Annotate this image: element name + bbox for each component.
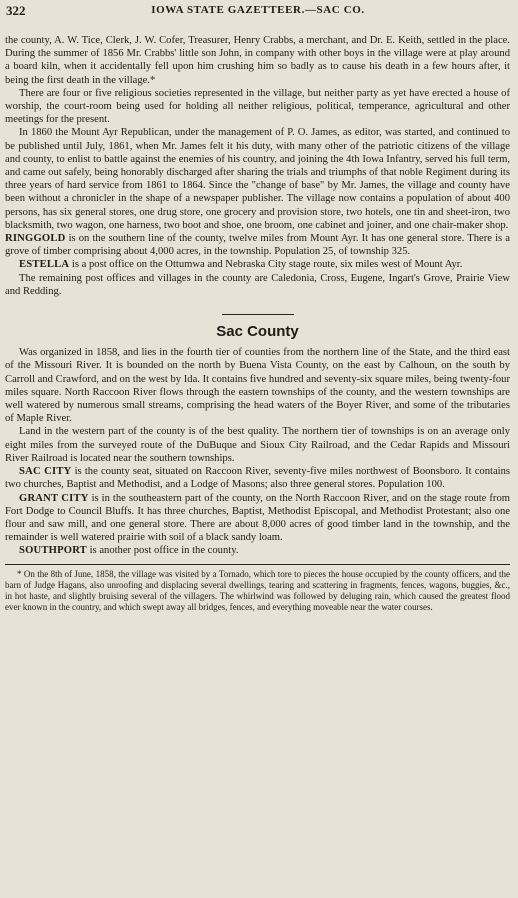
southport-text: is another post office in the county. <box>86 545 239 557</box>
footnote <box>5 569 510 614</box>
place-name-estella: ESTELLA <box>19 259 70 271</box>
page-number: 322 <box>6 3 26 18</box>
paragraph-southport <box>5 544 510 557</box>
paragraph-settlers: the county, A. W. Tice, Clerk, J. W. Cofer, Treasurer, Henry Crabbs, a merchant, and Dr. E. Keith, settled in the place. During the summer of 1856 Mr. Crabbs' little son John, in company with other boys in the village were at play around a board kiln, when it accidentally fell upon him crushing him so badly as to cause his death in a few hours after, it being the first death in the village.* <box>5 35 510 86</box>
grant-city-text: is in the southeastern part of the county, on the North Raccoon River, and on the stage route from Fort Dodge to Council Bluffs. It has three churches, Baptist, Methodist Episcopal, and Methodist Protestant; also one flour and saw mill, and one general store. There are about 8,000 acres of good timber land in the township, and the remainder is well watered prairie with soil of a black sandy loam. <box>5 492 510 544</box>
paragraph-sac-city <box>5 465 510 491</box>
paragraph-estella <box>5 258 510 271</box>
place-name-grant-city: GRANT CITY <box>19 492 89 504</box>
paragraph-religious-societies: There are four or five religious societies represented in the village, but neither party as yet have erected a house of worship, the court-room being used for holding all neither religious, political, temperance, agricultural and other meetings for the present. <box>5 87 510 126</box>
paragraph-sac-land: Land in the western part of the county is of the best quality. The northern tier of townships is on an average only eight miles from the surveyed route of the DuBuque and Sioux City Railroad, and the Cedar Rapids and Missouri River Railroad is located near the southern townships. <box>5 426 510 464</box>
sac-city-text: is the county seat, situated on Raccoon River, seventy-five miles northwest of Boonsboro. It contains two churches, Baptist and Methodist, and a Lodge of Masons; also three general stores. Population 100. <box>5 466 511 491</box>
place-name-southport: SOUTHPORT <box>19 545 87 557</box>
place-name-sac-city: SAC CITY <box>19 466 72 478</box>
section-divider <box>222 314 294 315</box>
footnote-divider <box>5 564 510 565</box>
paragraph-remaining-post-offices: The remaining post offices and villages in the county are Caledonia, Cross, Eugene, Ingart's Grove, Prairie View and Redding. <box>5 272 510 297</box>
paragraph-grant-city <box>5 492 510 545</box>
paragraph-sac-organized: Was organized in 1858, and lies in the fourth tier of counties from the northern line of the State, and the third east of the Missouri River. It is bounded on the north by Buena Vista County, on the east by Calhoun, on the south by Carroll and Crawford, and on the west by Ida. It contains five hundred and seventy-six square miles, being twenty-four miles square. North Raccoon River flows through the eastern townships of the county, and the western townships are well watered by numerous small streams, comprising the head waters of the Boyer River, and some of the tributaries of Maple River. <box>5 347 510 425</box>
page-body <box>5 34 510 614</box>
page-header <box>6 3 510 17</box>
estella-text: is a post office on the Ottumwa and Nebraska City stage route, six miles west of Mount Ayr. <box>69 259 463 271</box>
running-head: IOWA STATE GAZETTEER.—SAC CO. <box>151 4 365 16</box>
footnote-text: * On the 8th of June, 1858, the village was visited by a Tornado, which tore to pieces the house occupied by the county officers, and the barn of Judge Hagans, also unroofing and displacing several dwellings, tearing and scattering in fragments, fences, wagons, buggies, &c., in hot haste, and slightly bruising several of the villagers. The whirlwind was followed by deluging rain, which caused the greatest flood ever known in the country, and which swept away all bridges, fences, and everything moveable near the water courses. <box>5 568 510 613</box>
paragraph-ringgold <box>5 232 510 258</box>
ringgold-text: is on the southern line of the county, twelve miles from Mount Ayr. It has one general store. There is a grove of timber comprising about 4,000 acres, in the township. Population 25, of township 325. <box>5 233 510 258</box>
place-name-ringgold: RINGGOLD <box>5 233 66 245</box>
section-title-sac-county: Sac County <box>216 323 299 341</box>
paragraph-newspaper: In 1860 the Mount Ayr Republican, under the management of P. O. James, as editor, was started, and continued to be published until July, 1861, when Mr. James felt it his duty, with many other of the patriotic citizens of the village and county, to enlist to battle against the enemies of his country, and joining the 4th Iowa Infantry, served his full term, and came out safely, being honorably discharged after sharing the trials and triumphs of that noble Regiment during its three years of hard service from 1861 to 1864. Since the "change of base" by Mr. James, the village and county have been without a chronicler in the shape of a newspaper publisher. The village now contains a population of about 400 persons, has six general stores, one drug store, one grocery and provision store, two hotels, one tin and sheet-iron, two blacksmith, two wagon, one harness, two boot and shoe, one broom, one cabinet and joiner, and one chair-maker shop. <box>5 127 510 231</box>
